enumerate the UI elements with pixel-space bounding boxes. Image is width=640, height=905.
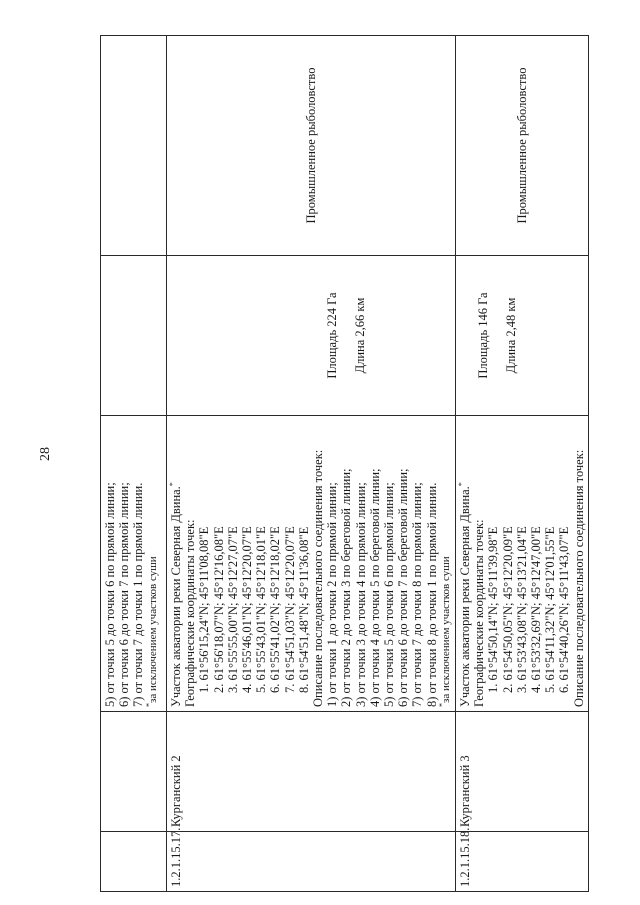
row-size-cell bbox=[456, 256, 589, 416]
coordinate-point: 6. 61°54'40,26"N; 45°11'43,07"E bbox=[557, 526, 572, 693]
connection-line: 5) от точки 5 до точки 6 по прямой линии; bbox=[382, 482, 397, 707]
row-name-cell: Курганский 3 bbox=[456, 712, 589, 832]
coordinate-point: 5. 61°54'11,32"N; 45°12'01,55"E bbox=[543, 526, 558, 693]
coords-header: Географические координаты точек: bbox=[472, 519, 487, 707]
footnote: *за исключением участков суши bbox=[437, 556, 452, 707]
connection-line: 7) от точки 7 до точки 8 по прямой линии; bbox=[410, 482, 425, 707]
row-number-cell: 1.2.1.15.18. bbox=[456, 832, 589, 892]
coordinate-point: 1. 61°54'50,14"N; 45°11'39,98"E bbox=[486, 526, 501, 693]
coordinate-point: 7. 61°54'51,03"N; 45°12'20,07"E bbox=[282, 526, 297, 693]
connection-line: 7) от точки 7 до точки 1 по прямой линии. bbox=[131, 482, 146, 707]
row-size-cell bbox=[167, 256, 456, 416]
connection-line: 6) от точки 6 до точки 7 по прямой линии; bbox=[117, 482, 132, 707]
connection-line: 3) от точки 3 до точки 4 по прямой линии; bbox=[353, 482, 368, 707]
coordinate-point: 1. 61°56'15,24"N; 45°11'08,08"E bbox=[197, 526, 212, 693]
coordinate-point: 3. 61°53'43,08"N; 45°13'21,04"E bbox=[514, 526, 529, 693]
fishing-areas-table bbox=[100, 35, 589, 892]
area-value: Площадь 224 Га bbox=[325, 292, 339, 379]
row-usage-cell bbox=[167, 36, 456, 256]
coords-header: Географические координаты точек: bbox=[183, 519, 198, 707]
connection-line: 8) от точки 8 до точки 1 по прямой линии. bbox=[424, 482, 439, 707]
row-description-cell bbox=[456, 416, 589, 712]
row-name-cell bbox=[101, 712, 167, 832]
connections-header: Описание последовательного соединения точек: bbox=[571, 449, 586, 707]
row-description-cell bbox=[167, 416, 456, 712]
row-number-cell: 1.2.1.15.17. bbox=[167, 832, 456, 892]
row-number-cell bbox=[101, 832, 167, 892]
connection-line: 6) от точки 6 до точки 7 по береговой линии; bbox=[396, 468, 411, 707]
coordinate-point: 8. 61°54'51,48"N; 45°11'36,08"E bbox=[296, 526, 311, 693]
area-title: Участок акватории реки Северная Двина.* bbox=[456, 482, 473, 707]
row-name-cell: Курганский 2 bbox=[167, 712, 456, 832]
row-description-cell bbox=[101, 416, 167, 712]
table-row bbox=[456, 36, 589, 892]
table-row bbox=[167, 36, 456, 892]
coordinate-point: 4. 61°55'46,01"N; 45°12'20,07"E bbox=[240, 526, 255, 693]
usage-value: Промышленное рыболовство bbox=[303, 67, 318, 224]
connections-header: Описание последовательного соединения точек: bbox=[311, 449, 326, 707]
footnote: *за исключением участков суши bbox=[143, 556, 159, 707]
usage-value: Промышленное рыболовство bbox=[514, 67, 529, 224]
length-value: Длина 2,66 км bbox=[353, 297, 368, 374]
connection-line: 1) от точки 1 до точки 2 по прямой линии; bbox=[325, 482, 340, 707]
area-title: Участок акватории реки Северная Двина.* bbox=[167, 482, 183, 707]
coordinate-point: 3. 61°55'55,00"N; 45°12'27,07"E bbox=[225, 526, 240, 693]
table-row bbox=[101, 36, 167, 892]
coordinate-point: 2. 61°56'18,07"N; 45°12'16,08"E bbox=[211, 526, 226, 693]
connection-line: 2) от точки 2 до точки 3 по береговой линии; bbox=[339, 468, 354, 707]
page-number: 28 bbox=[38, 447, 53, 461]
length-value: Длина 2,48 км bbox=[504, 297, 519, 374]
rotated-table-container bbox=[100, 36, 590, 892]
document-sheet bbox=[100, 36, 590, 892]
connection-line: 5) от точки 5 до точки 6 по прямой линии; bbox=[103, 482, 117, 707]
coordinate-point: 4. 61°53'32,69"N; 45°12'47,00"E bbox=[529, 526, 544, 693]
coordinate-point: 5. 61°55'43,01"N; 45°12'18,01"E bbox=[254, 526, 269, 693]
coordinate-point: 6. 61°55'41,02"N; 45°12'18,02"E bbox=[268, 526, 283, 693]
row-usage-cell bbox=[101, 36, 167, 256]
row-usage-cell bbox=[456, 36, 589, 256]
row-size-cell bbox=[101, 256, 167, 416]
connection-line: 4) от точки 4 до точки 5 по береговой линии; bbox=[367, 468, 382, 707]
area-value: Площадь 146 Га bbox=[476, 292, 491, 379]
coordinate-point: 2. 61°54'50,05"N; 45°12'20,09"E bbox=[500, 526, 515, 693]
